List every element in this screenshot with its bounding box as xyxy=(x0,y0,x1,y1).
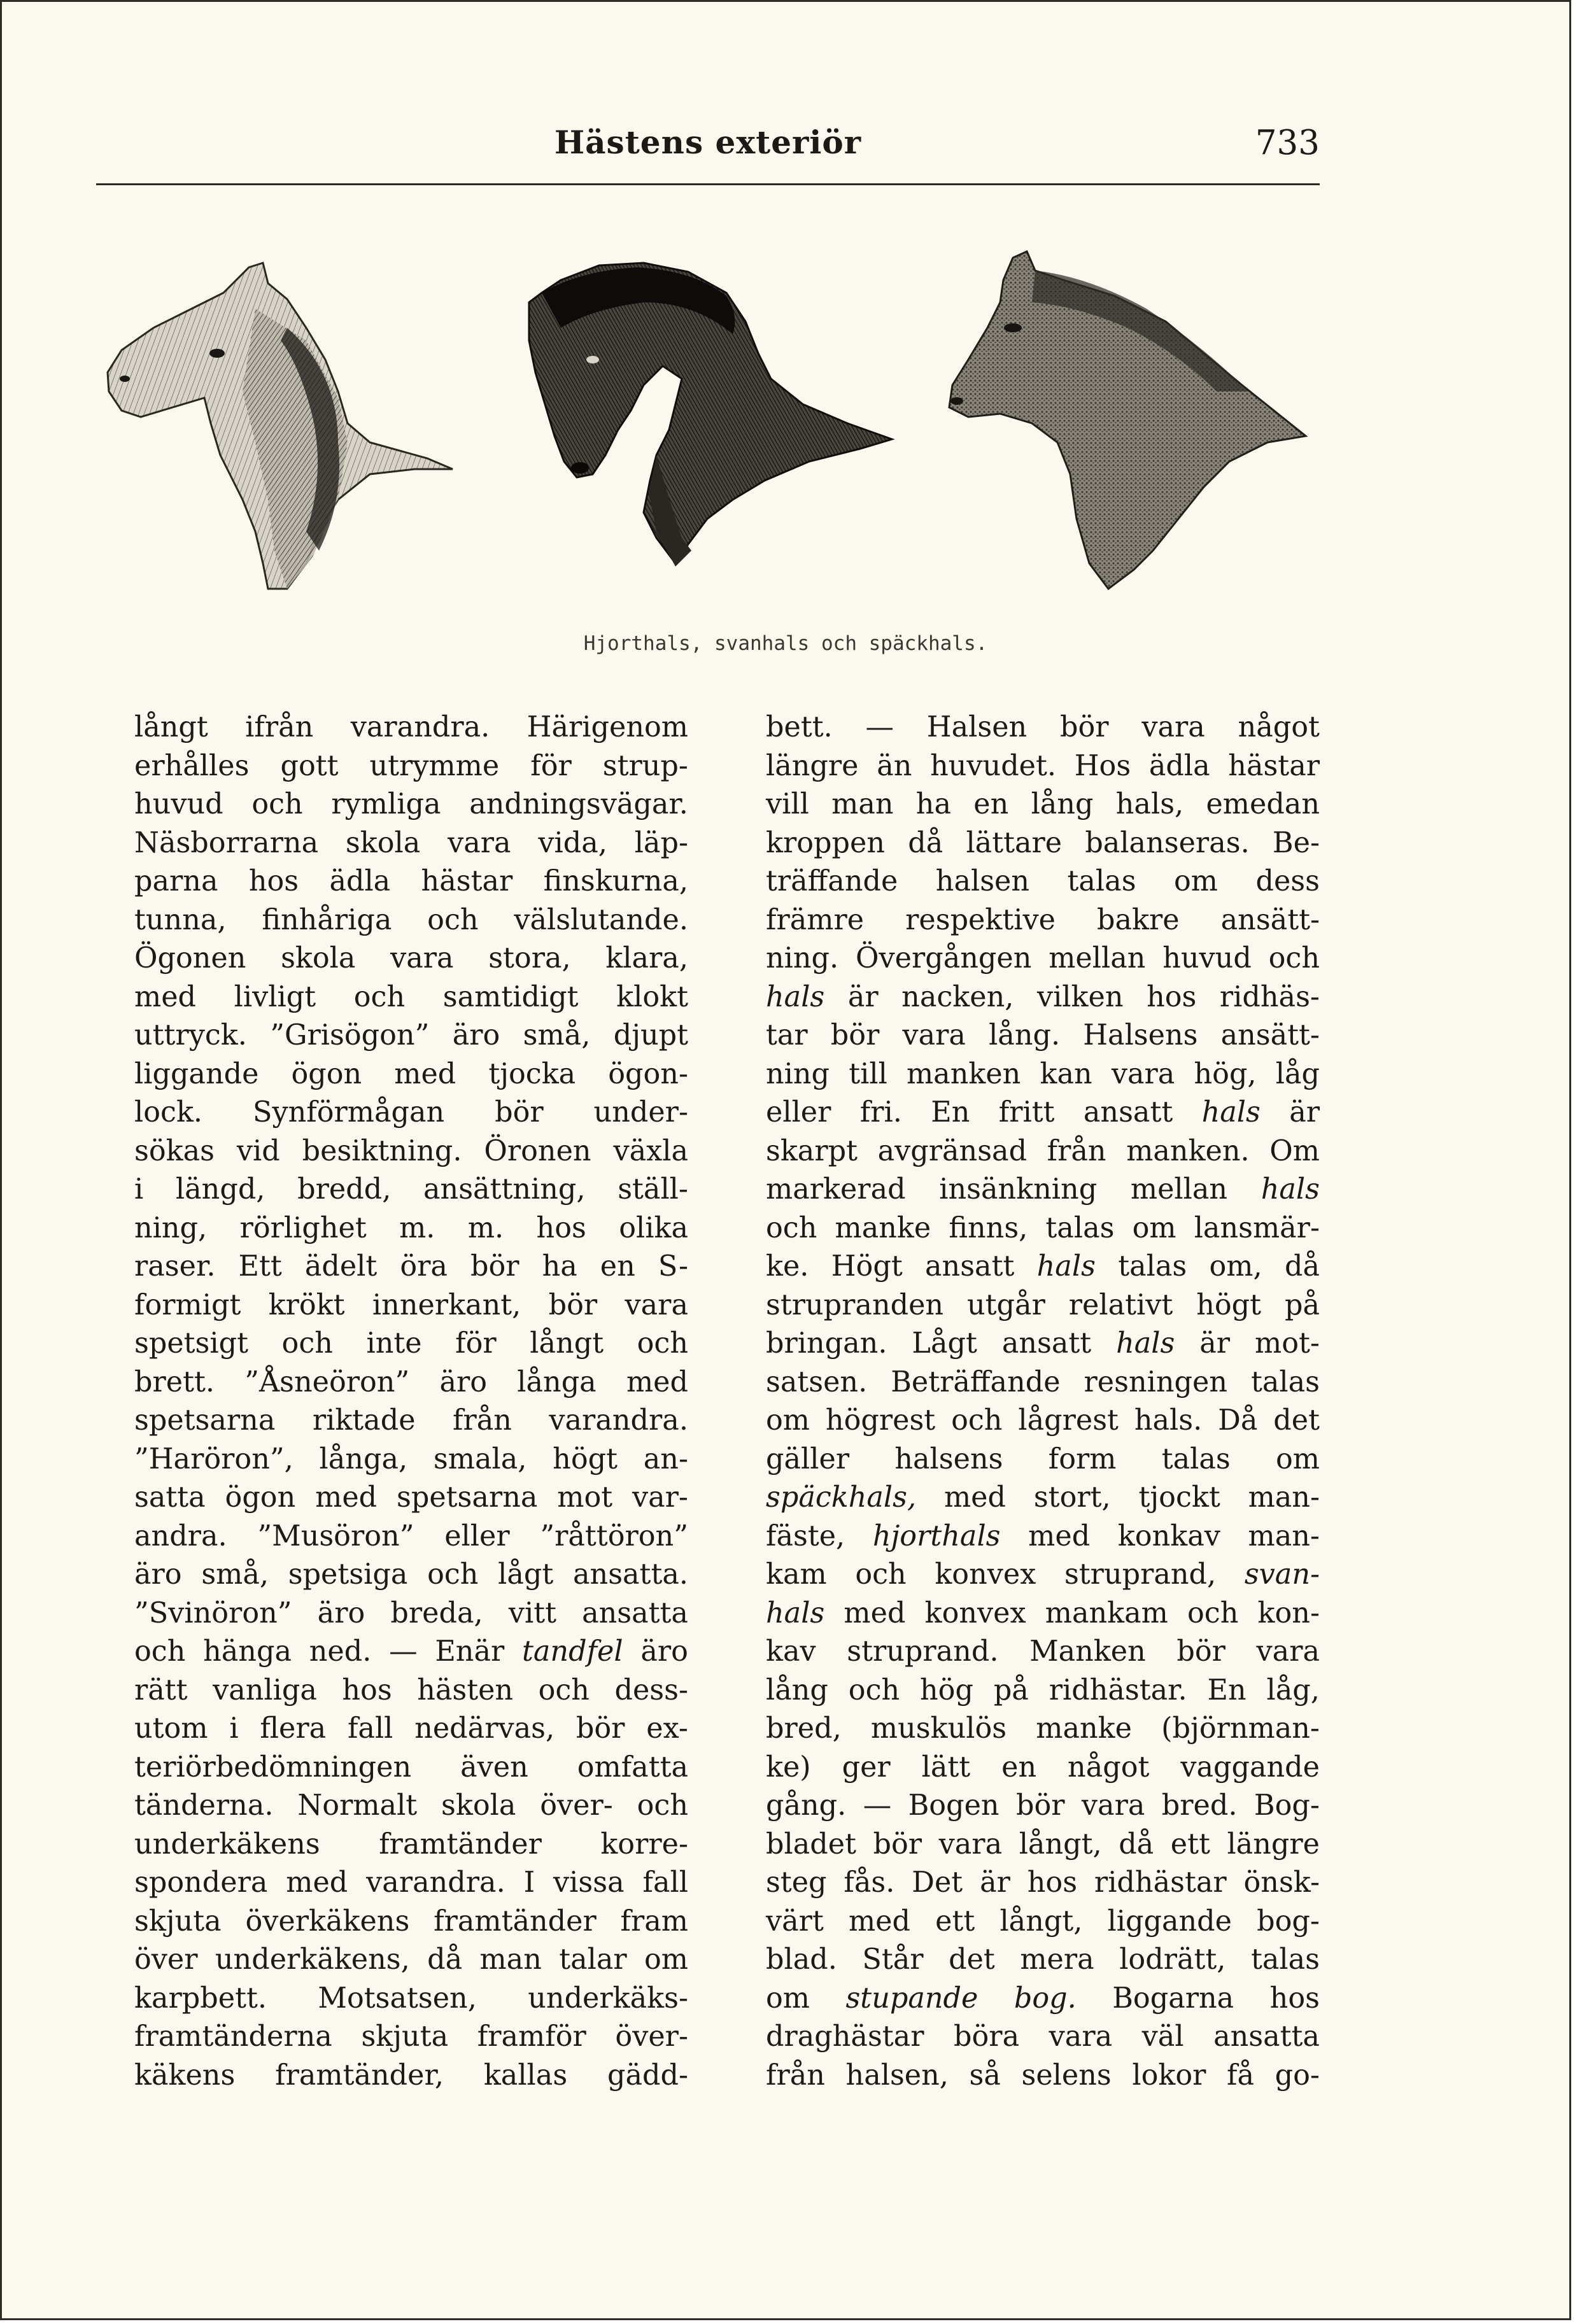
text-line: bred, muskulös manke (björnman- xyxy=(766,1712,1320,1745)
text-line: rätt vanliga hos hästen och dess- xyxy=(134,1673,688,1707)
text-line: uttryck. ”Grisögon” äro små, djupt xyxy=(134,1019,689,1052)
text-line: ning till manken kan vara hög, låg xyxy=(766,1057,1320,1090)
text-line: satta ögon med spetsarna mot var- xyxy=(134,1481,688,1514)
text-line: långt ifrån varandra. Härigenom xyxy=(134,711,688,743)
text-column-left xyxy=(134,708,688,2095)
text-line: utom i flera fall nedärvas, bör ex- xyxy=(134,1712,688,1745)
text-line: träffande halsen talas om dess xyxy=(766,865,1320,898)
horse-neck-illustration xyxy=(96,232,1320,630)
text-line: liggande ögon med tjocka ögon- xyxy=(134,1057,688,1090)
text-line: längre än huvudet. Hos ädla hästar xyxy=(766,749,1320,782)
text-line: hals med konvex mankam och kon- xyxy=(766,1596,1320,1630)
page-number: 733 xyxy=(1255,123,1320,162)
text-line: gång. — Bogen bör vara bred. Bog- xyxy=(766,1789,1320,1822)
text-line: sökas vid besiktning. Öronen växla xyxy=(134,1134,688,1167)
text-line: och manke finns, talas om lansmär- xyxy=(766,1211,1320,1244)
text-line: skarpt avgränsad från manken. Om xyxy=(766,1134,1320,1167)
text-line: tänderna. Normalt skola över- och xyxy=(134,1789,688,1822)
page-header xyxy=(96,113,1320,183)
text-line: bladet bör vara långt, då ett längre xyxy=(766,1828,1320,1861)
text-line: lock. Synförmågan bör under- xyxy=(134,1096,688,1129)
text-line: med livligt och samtidigt klokt xyxy=(134,980,689,1013)
text-line: ”Svinöron” äro breda, vitt ansatta xyxy=(134,1596,688,1630)
text-line: kam och konvex struprand, svan- xyxy=(766,1558,1320,1591)
text-line: Näsborrarna skola vara vida, läp- xyxy=(134,826,688,859)
text-line: kav struprand. Manken bör vara xyxy=(766,1635,1320,1668)
text-line: tar bör vara lång. Halsens ansätt- xyxy=(766,1019,1320,1052)
text-line: eller fri. En fritt ansatt hals är xyxy=(766,1096,1320,1129)
header-rule xyxy=(96,183,1320,185)
text-line: i längd, bredd, ansättning, ställ- xyxy=(134,1173,688,1206)
text-line: Ögonen skola vara stora, klara, xyxy=(134,942,688,975)
text-line: tunna, finhåriga och välslutande. xyxy=(134,903,688,936)
horse-head-hjorthals xyxy=(108,263,453,589)
text-line: ning, rörlighet m. m. hos olika xyxy=(134,1211,688,1244)
text-line: ke) ger lätt en något vaggande xyxy=(766,1750,1320,1784)
text-line: främre respektive bakre ansätt- xyxy=(766,903,1320,936)
text-line: från halsen, så selens lokor få go- xyxy=(766,2059,1320,2092)
text-line: markerad insänkning mellan hals xyxy=(766,1173,1320,1206)
text-line: parna hos ädla hästar finskurna, xyxy=(134,865,689,898)
text-line: lång och hög på ridhästar. En låg, xyxy=(766,1673,1320,1707)
text-line: ”Haröron”, långa, smala, högt an- xyxy=(134,1442,688,1475)
horse-heads-drawing xyxy=(96,232,1320,630)
text-line: brett. ”Åsneöron” äro långa med xyxy=(134,1365,688,1398)
text-line: satsen. Beträffande resningen talas xyxy=(766,1365,1320,1398)
text-line: spetsarna riktade från varandra. xyxy=(134,1404,688,1437)
text-line: formigt krökt innerkant, bör vara xyxy=(134,1288,688,1321)
text-line: andra. ”Musöron” eller ”råttöron” xyxy=(134,1519,688,1553)
text-line: ke. Högt ansatt hals talas om, då xyxy=(766,1250,1320,1283)
text-line: blad. Står det mera lodrätt, talas xyxy=(766,1943,1320,1976)
text-line: gäller halsens form talas om xyxy=(766,1442,1320,1475)
running-title: Hästens exteriör xyxy=(554,123,862,161)
text-line: om stupande bog. Bogarna hos xyxy=(766,1982,1320,2015)
text-line: teriörbedömningen även omfatta xyxy=(134,1750,688,1784)
text-line: spetsigt och inte för långt och xyxy=(134,1327,689,1360)
text-line: späckhals, med stort, tjockt man- xyxy=(766,1481,1320,1514)
text-line: bringan. Lågt ansatt hals är mot- xyxy=(766,1327,1320,1360)
horse-head-spackhals xyxy=(949,251,1306,589)
text-line: värt med ett långt, liggande bog- xyxy=(766,1905,1320,1938)
text-line: framtänderna skjuta framför över- xyxy=(134,2020,688,2053)
text-line: huvud och rymliga andningsvägar. xyxy=(134,788,688,820)
text-line: hals är nacken, vilken hos ridhäs- xyxy=(766,980,1320,1013)
text-line: äro små, spetsiga och lågt ansatta. xyxy=(134,1558,688,1591)
text-line: kroppen då lättare balanseras. Be- xyxy=(766,826,1320,859)
text-line: karpbett. Motsatsen, underkäks- xyxy=(134,1982,688,2015)
figure-caption: Hjorthals, svanhals och späckhals. xyxy=(583,632,988,655)
text-line: fäste, hjorthals med konkav man- xyxy=(766,1519,1320,1553)
text-line: strupranden utgår relativt högt på xyxy=(766,1288,1320,1321)
text-line: över underkäkens, då man talar om xyxy=(134,1943,688,1976)
text-line: om högrest och lågrest hals. Då det xyxy=(766,1404,1320,1437)
text-line: draghästar böra vara väl ansatta xyxy=(766,2020,1320,2053)
text-column-right xyxy=(766,708,1320,2095)
horse-head-svanhals xyxy=(529,263,892,567)
text-line: ning. Övergången mellan huvud och xyxy=(766,942,1320,975)
text-line: underkäkens framtänder korre- xyxy=(134,1828,688,1861)
text-line: vill man ha en lång hals, emedan xyxy=(766,788,1320,820)
text-line: och hänga ned. — Enär tandfel äro xyxy=(134,1635,688,1668)
text-line: erhålles gott utrymme för strup- xyxy=(134,749,688,782)
text-line: skjuta överkäkens framtänder fram xyxy=(134,1905,688,1938)
text-line: raser. Ett ädelt öra bör ha en S- xyxy=(134,1250,688,1283)
text-line: bett. — Halsen bör vara något xyxy=(766,711,1320,743)
text-line: steg fås. Det är hos ridhästar önsk- xyxy=(766,1866,1320,1899)
text-line: käkens framtänder, kallas gädd- xyxy=(134,2059,688,2092)
text-line: spondera med varandra. I vissa fall xyxy=(134,1866,688,1899)
